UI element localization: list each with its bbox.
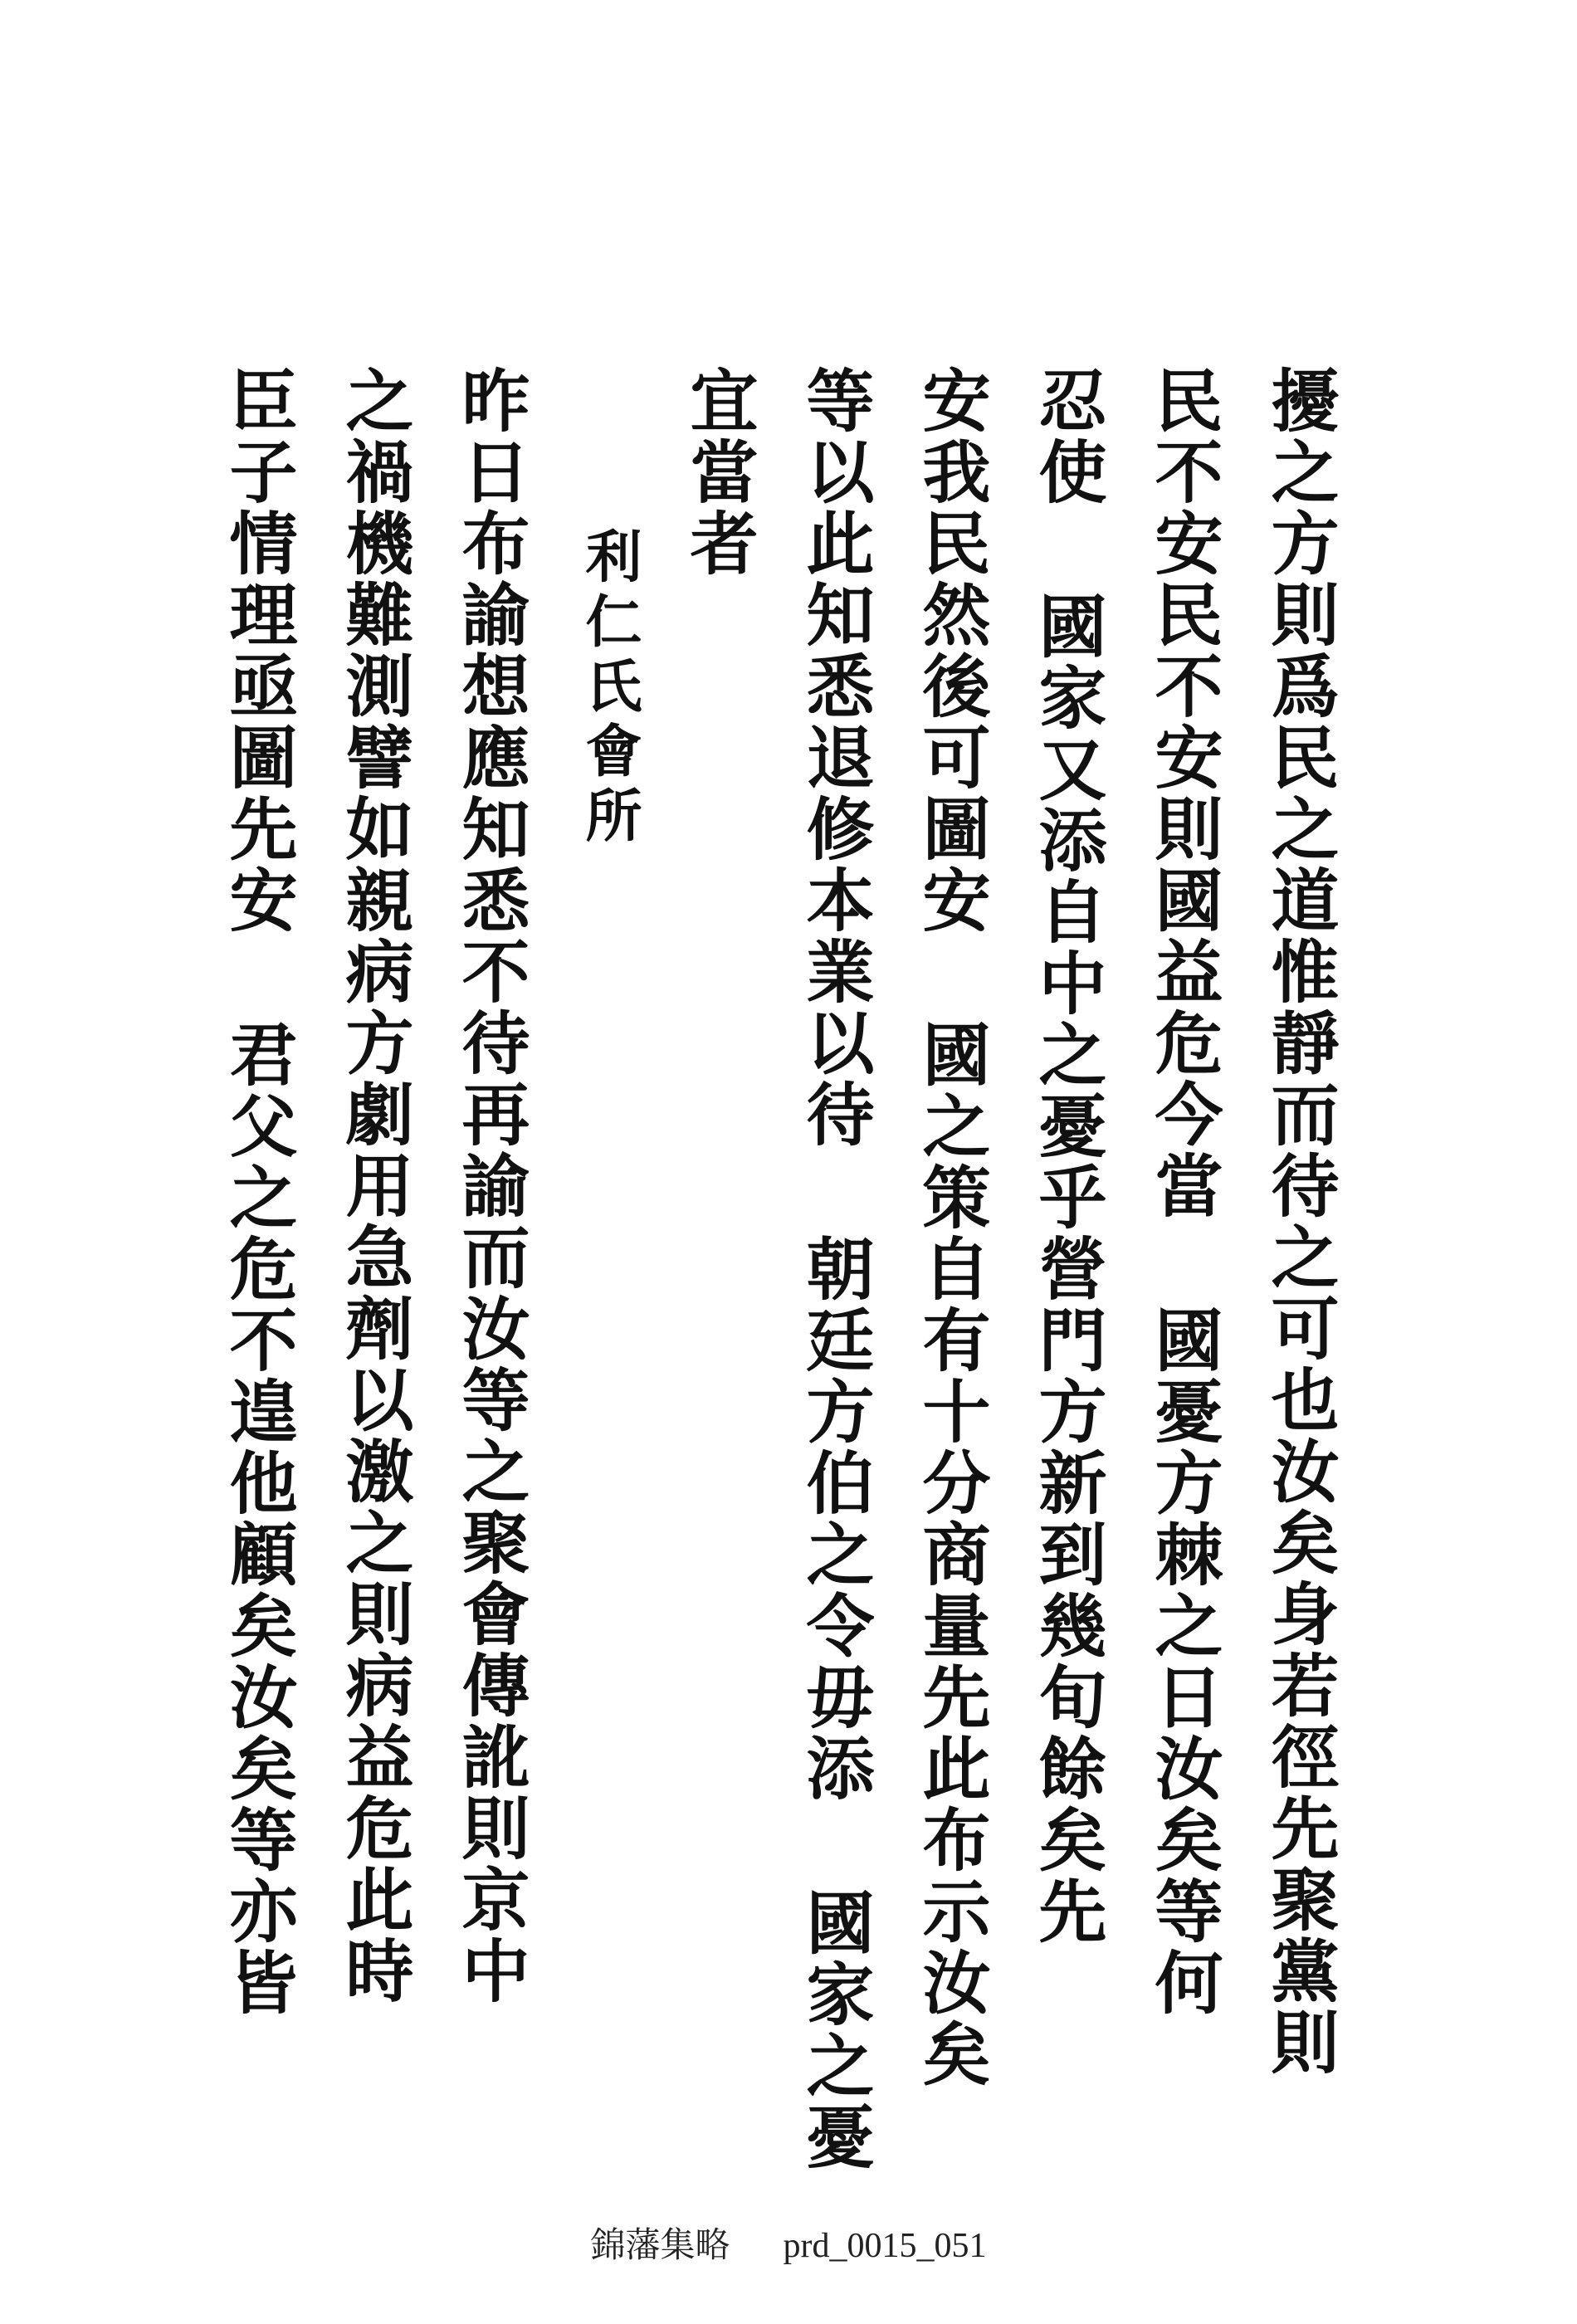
text-column-4: 安我民然後可圖安 國之策自有十分商量先此布示汝矣	[911, 365, 991, 2090]
footer-title: 錦藩集略	[590, 2227, 730, 2265]
text-column-6: 宜當者	[679, 365, 759, 579]
text-column-8: 之禍機難測譬如親病方劇用急劑以激之則病益危此時	[334, 365, 414, 2007]
text-column-2: 民不安民不安則國益危今當 國憂方棘之日汝矣等何	[1144, 365, 1223, 2019]
page-footer	[0, 2218, 1577, 2268]
text-column-1: 擾之方則爲民之道惟靜而待之可也汝矣身若徑先聚黨則	[1260, 365, 1340, 2078]
section-heading: 利仁氏會所	[576, 527, 642, 851]
text-column-7: 昨日布諭想應知悉不待再諭而汝等之聚會傳訛則京中	[451, 365, 530, 2007]
text-column-5: 等以此知悉退修本業以待 朝廷方伯之令毋添 國家之憂	[795, 365, 875, 2173]
text-column-9: 臣子情理亟圖先安 君父之危不遑他顧矣汝矣等亦皆	[218, 365, 298, 2019]
text-column-3: 忍使 國家又添自中之憂乎營門方新到幾旬餘矣先	[1028, 365, 1107, 1947]
footer-code: prd_0015_051	[783, 2227, 987, 2265]
